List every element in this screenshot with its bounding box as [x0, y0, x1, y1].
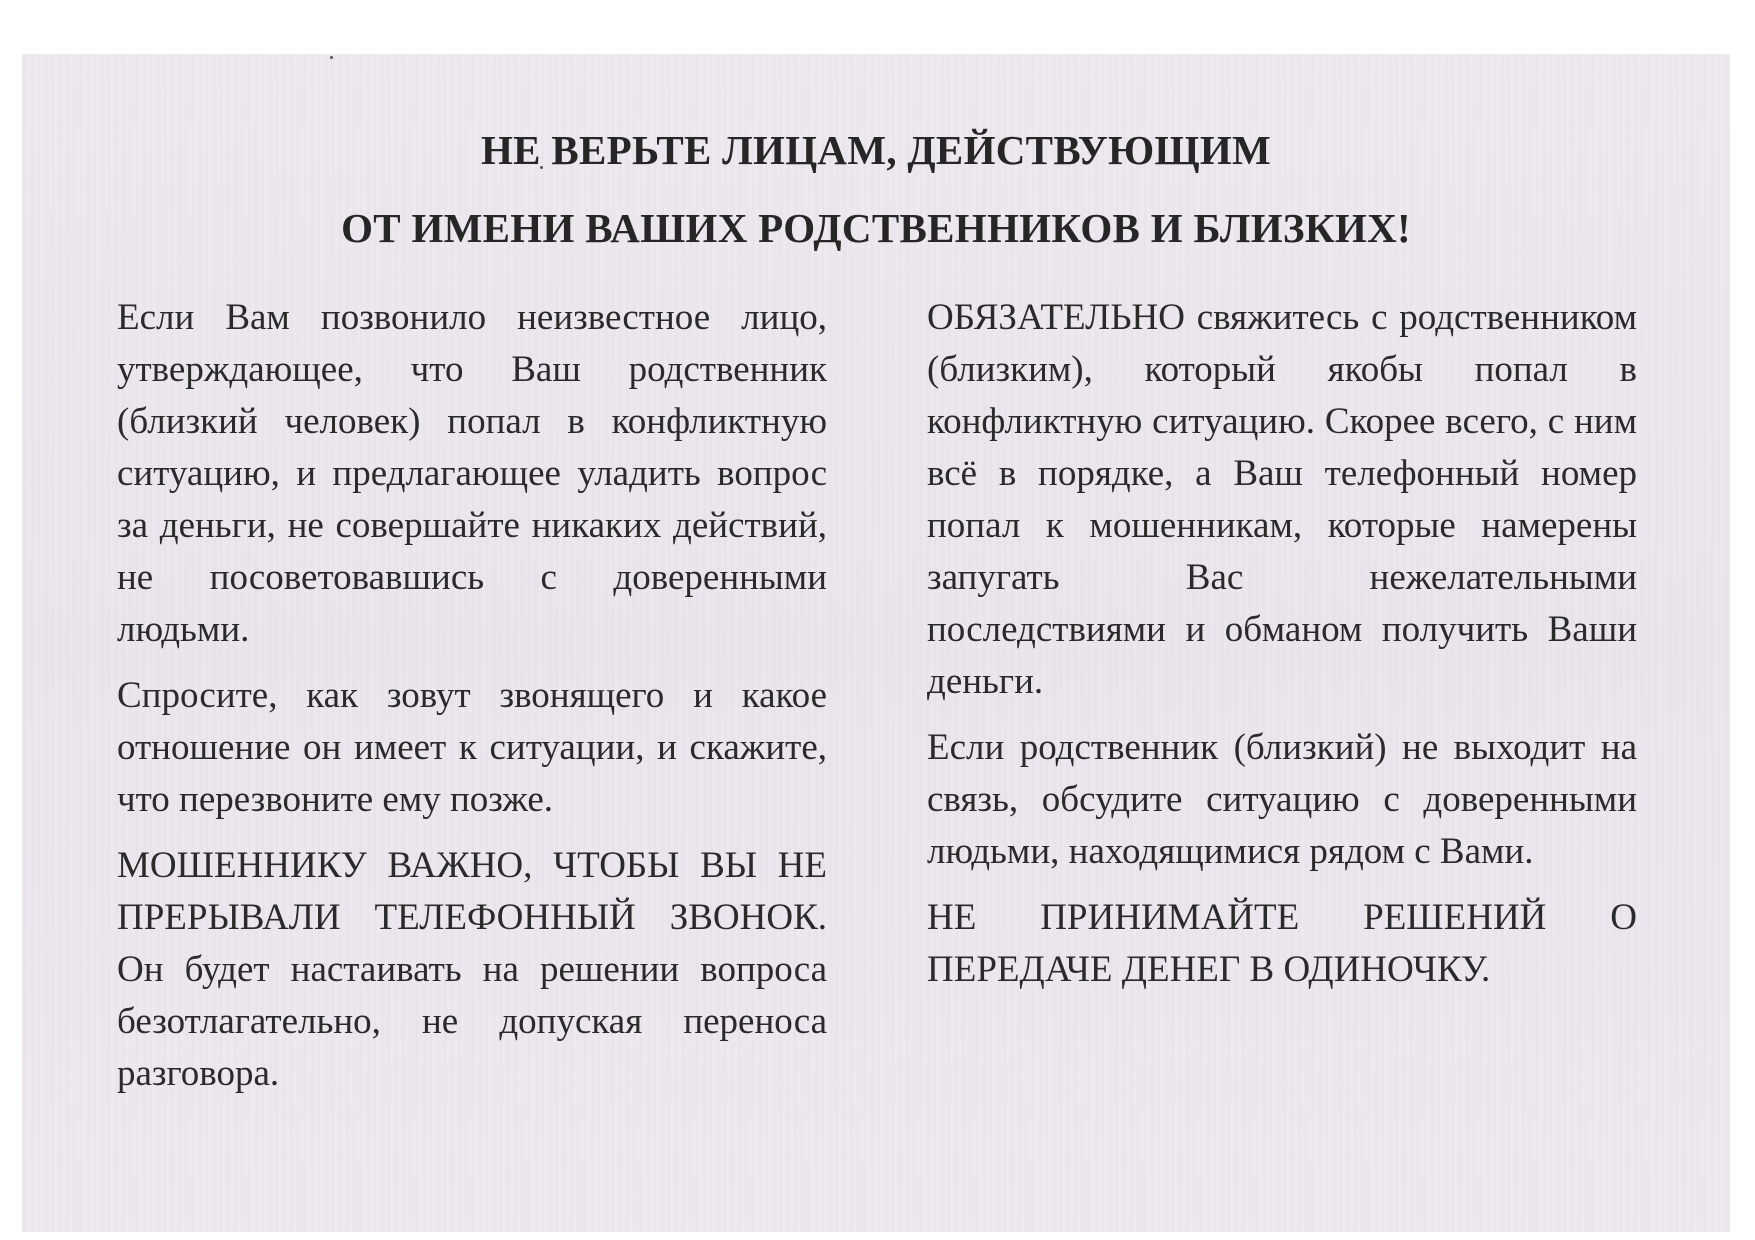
right-paragraph-2: Если родственник (близкий) не выходит на связь, обсудите ситуацию с доверенными людьми, находящимися рядом с Вами. — [927, 727, 1637, 872]
title-line-1: НЕ ВЕРЬТЕ ЛИЦАМ, ДЕЙСТВУЮЩИМ — [480, 127, 1272, 173]
scan-speck — [330, 56, 333, 59]
left-paragraph-1: Если Вам позвонило неизвестное лицо, утверждающее, что Ваш родственник (близкий человек) попал в конфликтную ситуацию, и предлагающее уладить вопрос за деньги, не совершайте никаких действий, не посоветовавшись с доверенными людьми. — [117, 297, 827, 650]
scanned-leaflet — [22, 54, 1730, 1232]
left-paragraph-3: МОШЕННИКУ ВАЖНО, ЧТОБЫ ВЫ НЕ ПРЕРЫВАЛИ ТЕЛЕФОННЫЙ ЗВОНОК. Он будет настаивать на решении вопроса безотлагательно, не допуская переноса разговора. — [117, 845, 827, 1094]
right-paragraph-1: ОБЯЗАТЕЛЬНО свяжитесь с родственником (близким), который якобы попал в конфликтную ситуацию. Скорее всего, с ним всё в порядке, а Ваш телефонный номер попал к мошенникам, которые намерены запугать Вас нежелательными последствиями и обманом получить Ваши деньги. — [927, 297, 1637, 702]
right-column — [927, 292, 1637, 1010]
left-paragraph-2: Спросите, как зовут звонящего и какое отношение он имеет к ситуации, и скажите, что перезвоните ему позже. — [117, 675, 827, 820]
left-column — [117, 292, 827, 1114]
title-line-2: ОТ ИМЕНИ ВАШИХ РОДСТВЕННИКОВ И БЛИЗКИХ! — [341, 205, 1411, 251]
right-paragraph-3: НЕ ПРИНИМАЙТЕ РЕШЕНИЙ О ПЕРЕДАЧЕ ДЕНЕГ В ОДИНОЧКУ. — [927, 897, 1637, 990]
